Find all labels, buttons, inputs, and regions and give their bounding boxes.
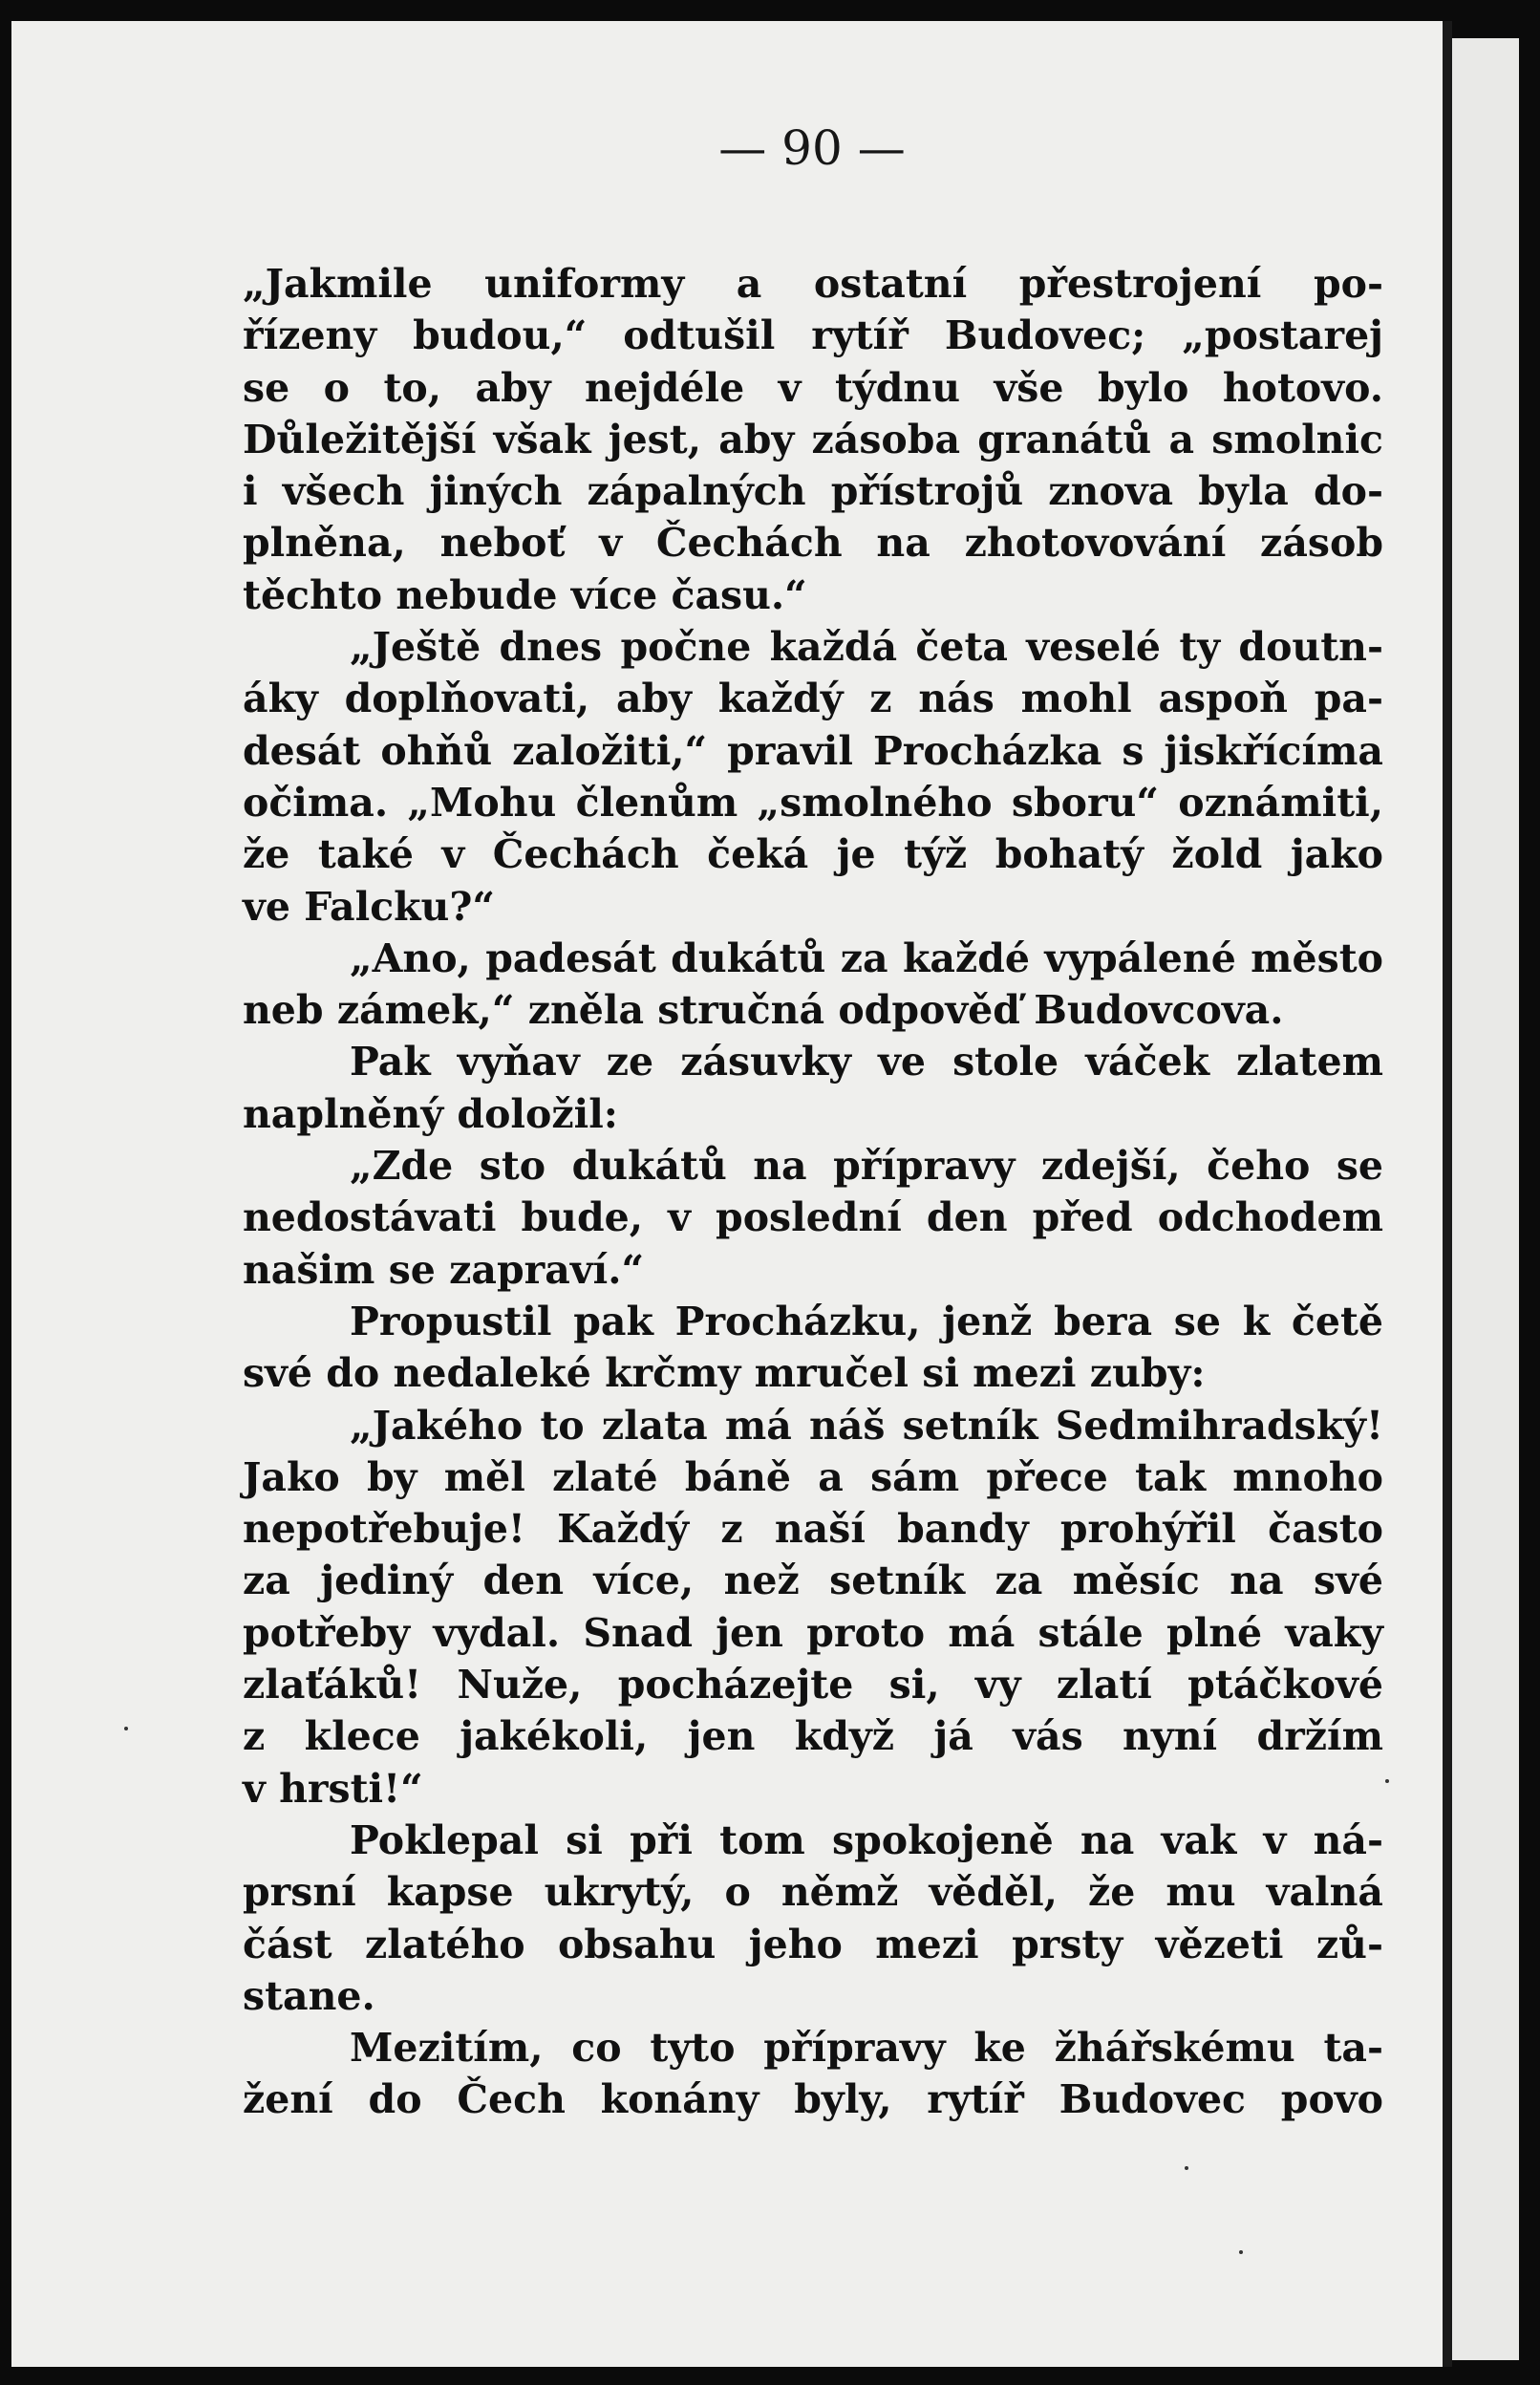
text-line: ve Falcku?“ <box>243 883 495 930</box>
text-line: i všech jiných zápalných přístrojů znova byla do- <box>243 468 1383 515</box>
text-line: zlaťáků! Nuže, pocházejte si, vy zlatí ptáčkové <box>243 1662 1383 1708</box>
text-line: žení do Čech konány byly, rytíř Budovec povo <box>243 2076 1383 2123</box>
text-line: prsní kapse ukrytý, o němž věděl, že mu valná <box>243 1869 1383 1916</box>
text-line: potřeby vydal. Snad jen proto má stále plné vaky <box>243 1609 1383 1656</box>
text-line: „Jakého to zlata má náš setník Sedmihradský! <box>350 1402 1383 1449</box>
text-line: „Ještě dnes počne každá četa veselé ty doutn- <box>350 624 1383 671</box>
text-line: „Jakmile uniformy a ostatní přestrojení po- <box>243 261 1383 307</box>
ink-speck <box>1385 1779 1389 1783</box>
text-line: své do nedaleké krčmy mručel si mezi zuby: <box>243 1350 1206 1397</box>
text-line: plněna, neboť v Čechách na zhotovování zásob <box>243 520 1383 567</box>
text-line: naplněný doložil: <box>243 1090 618 1137</box>
text-line: stane. <box>243 1972 375 2019</box>
text-line: Jako by měl zlaté báně a sám přece tak mnoho <box>243 1453 1383 1500</box>
text-line: v hrsti!“ <box>243 1765 423 1812</box>
ink-speck <box>1185 2166 1188 2170</box>
text-line: část zlatého obsahu jeho mezi prsty vězeti zů- <box>243 1921 1383 1967</box>
text-line: Důležitější však jest, aby zásoba granátů a smolnic <box>243 416 1383 462</box>
page-number: — 90 — <box>718 120 906 176</box>
body-text <box>243 258 1383 2126</box>
text-line: se o to, aby nejdéle v týdnu vše bylo hotovo. <box>243 364 1383 411</box>
text-line: desát ohňů založiti,“ pravil Procházka s jiskřícíma <box>243 727 1383 774</box>
text-line: „Zde sto dukátů na přípravy zdejší, čeho se <box>350 1143 1383 1190</box>
text-line: nedostávati bude, v poslední den před odchodem <box>243 1194 1383 1241</box>
text-line: řízeny budou,“ odtušil rytíř Budovec; „postarej <box>243 312 1383 359</box>
text-line: těchto nebude více času.“ <box>243 571 807 618</box>
text-line: našim se zapraví.“ <box>243 1246 645 1293</box>
ink-speck <box>1239 2250 1243 2254</box>
next-page-edge <box>1452 38 1519 2360</box>
text-line: za jediný den více, než setník za měsíc na své <box>243 1558 1383 1604</box>
text-line: Poklepal si při tom spokojeně na vak v ná- <box>350 1816 1383 1863</box>
ink-speck <box>124 1727 128 1730</box>
text-line: očima. „Mohu členům „smolného sboru“ oznámiti, <box>243 779 1383 826</box>
text-line: Mezitím, co tyto přípravy ke žhářskému ta- <box>350 2025 1383 2072</box>
text-line: áky doplňovati, aby každý z nás mohl aspoň pa- <box>243 676 1383 722</box>
text-line: Propustil pak Procházku, jenž bera se k četě <box>350 1298 1383 1344</box>
text-line: z klece jakékoli, jen když já vás nyní držím <box>243 1713 1383 1760</box>
text-line: neb zámek,“ zněla stručná odpověď Budovcova. <box>243 987 1284 1034</box>
text-line: Pak vyňav ze zásuvky ve stole váček zlatem <box>350 1039 1383 1085</box>
text-line: nepotřebuje! Každý z naší bandy prohýřil často <box>243 1506 1383 1553</box>
text-line: „Ano, padesát dukátů za každé vypálené město <box>350 935 1383 981</box>
text-line: že také v Čechách čeká je týž bohatý žold jako <box>243 831 1383 878</box>
